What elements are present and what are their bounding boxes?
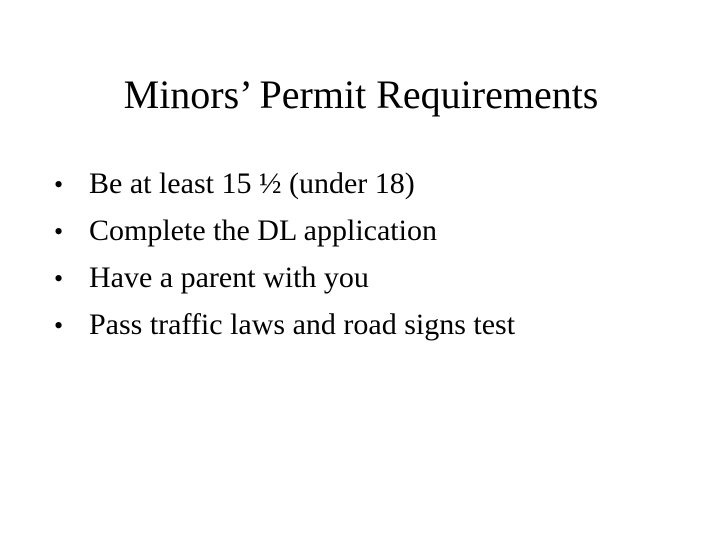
list-item: [54, 160, 515, 207]
list-item: [54, 301, 515, 348]
bullet-icon: •: [54, 170, 64, 199]
bullet-text: Be at least 15 ½ (under 18): [89, 167, 415, 200]
list-item: [54, 207, 515, 254]
slide-title: Minors’ Permit Requirements: [123, 72, 599, 117]
bullet-icon: •: [54, 217, 64, 246]
bullet-icon: •: [54, 264, 64, 293]
bullet-text: Pass traffic laws and road signs test: [89, 308, 516, 341]
bullet-icon: •: [54, 311, 64, 340]
bullet-list: [54, 160, 515, 348]
bullet-text: Have a parent with you: [89, 261, 369, 294]
bullet-text: Complete the DL application: [89, 214, 437, 247]
list-item: [54, 254, 515, 301]
